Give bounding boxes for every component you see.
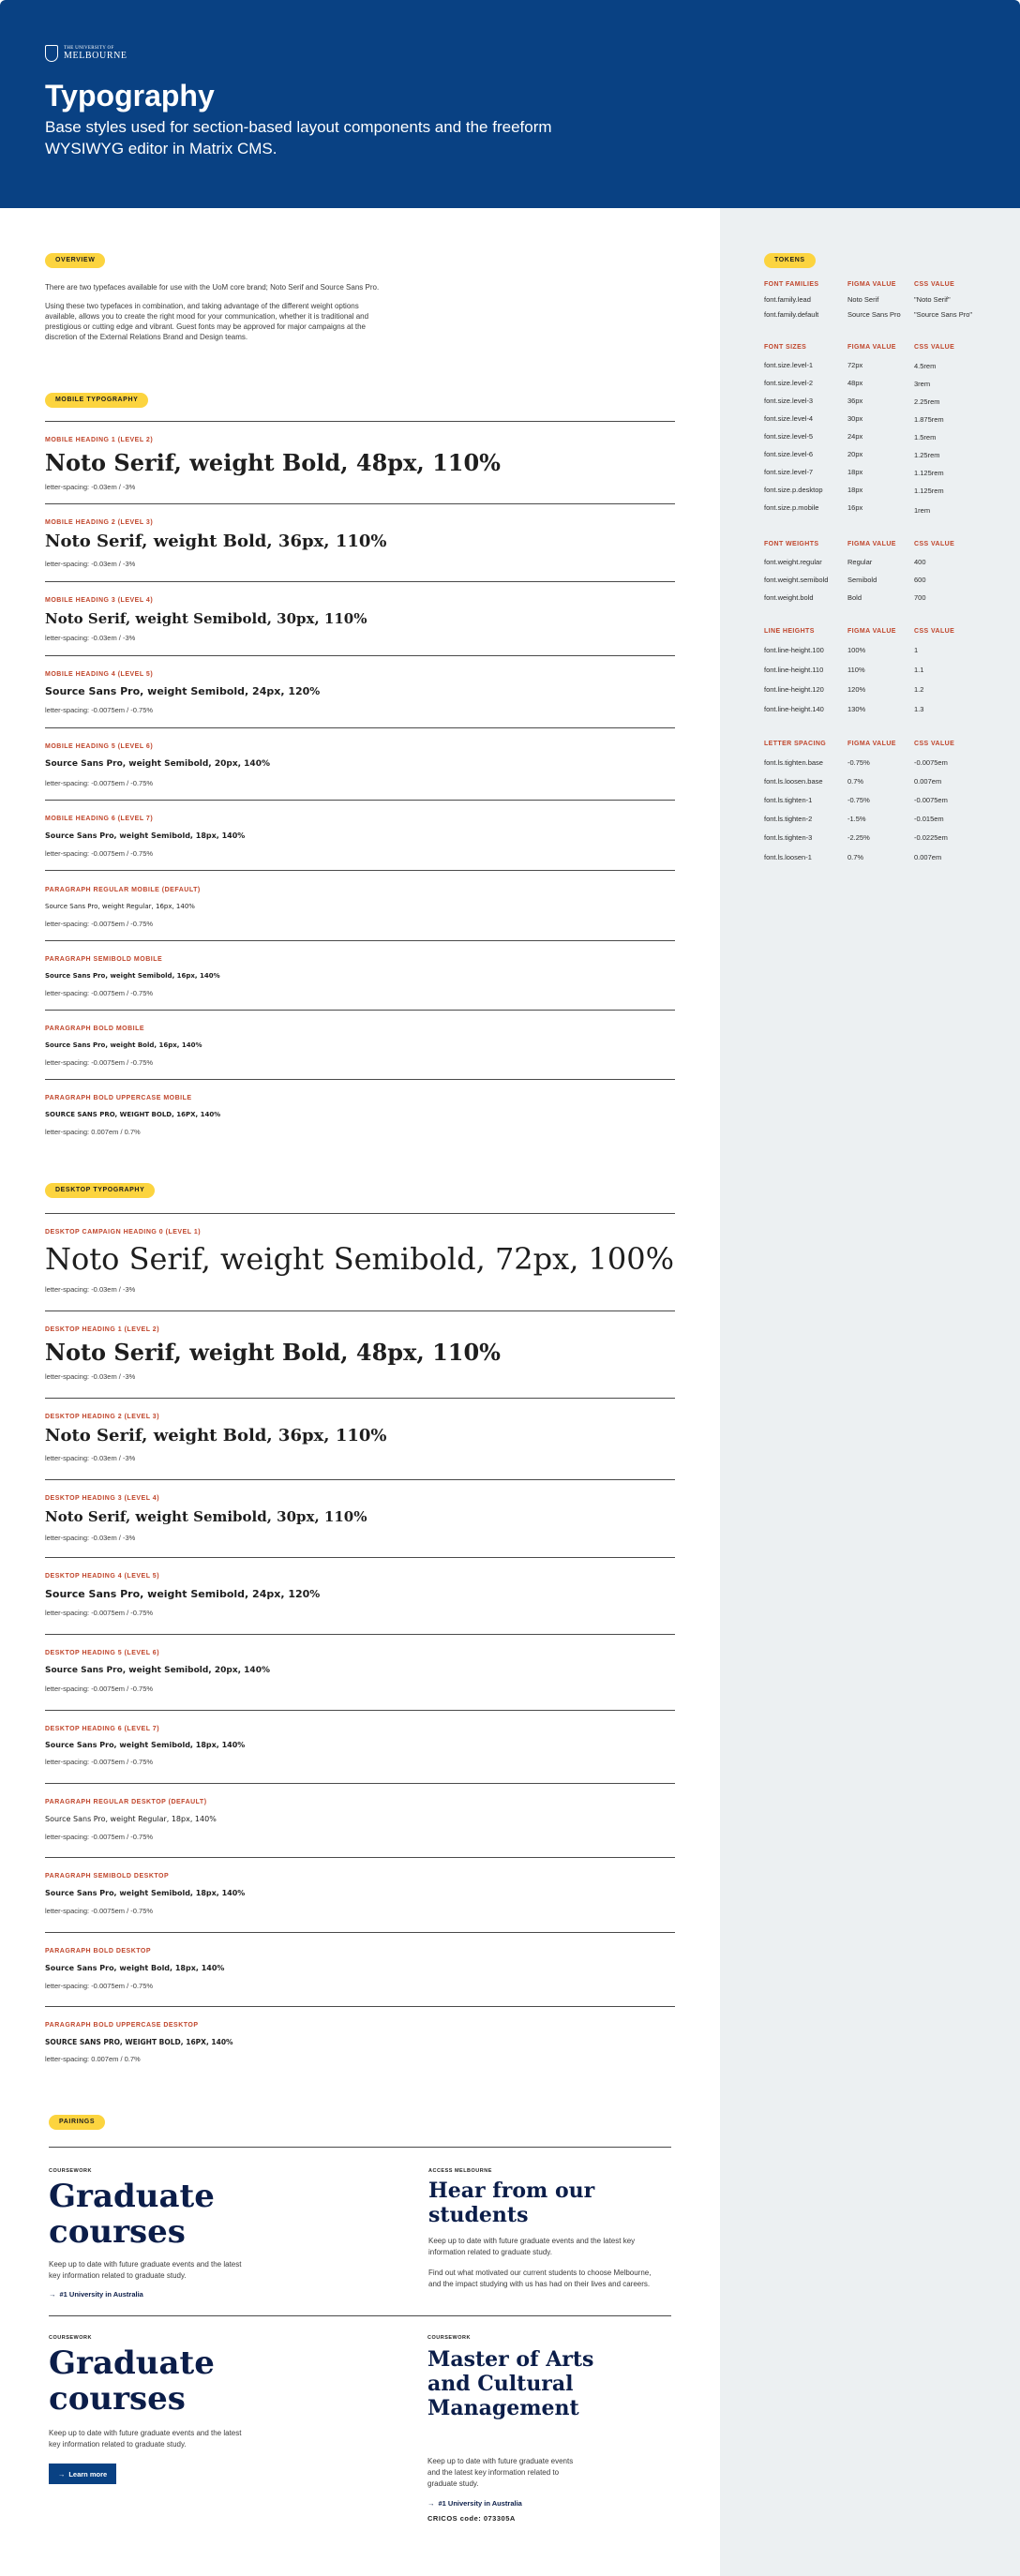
divider	[45, 581, 675, 582]
type-sample: Source Sans Pro, weight Semibold, 16px, 140%	[45, 972, 220, 980]
overview-text-2: Using these two typefaces in combination, and taking advantage of the different weight options available, allows you to create the right mood for your communication, whether it is traditional and prestigious or cutting edge and vibrant. Guest fonts may be approved for major campaigns at the discretion of the External Relations Brand and Design teams.	[45, 302, 369, 341]
pairing-link-label: #1 University in Australia	[438, 2499, 522, 2508]
type-sample: Noto Serif, weight Semibold, 30px, 110%	[45, 610, 368, 627]
token-name: font.family.lead	[764, 295, 811, 304]
divider	[45, 1783, 675, 1784]
divider	[45, 1079, 675, 1080]
type-sample: Source Sans Pro, weight Bold, 16px, 140%	[45, 1041, 202, 1049]
divider	[45, 1634, 675, 1635]
token-figma: 24px	[848, 432, 863, 441]
token-css: 1.125rem	[914, 487, 944, 495]
pairing-link[interactable]	[428, 2499, 522, 2508]
token-css: 0.007em	[914, 853, 942, 861]
type-sample: Noto Serif, weight Bold, 36px, 110%	[45, 532, 387, 551]
token-css: 1.2	[914, 685, 924, 694]
type-label: PARAGRAPH SEMIBOLD MOBILE	[45, 956, 163, 963]
token-css: -0.0225em	[914, 833, 948, 842]
letter-spacing-note: letter-spacing: -0.03em / -3%	[45, 1454, 136, 1462]
token-css: 2.25rem	[914, 397, 940, 406]
token-css: 1.25rem	[914, 451, 940, 459]
divider	[45, 1310, 675, 1311]
token-header: FIGMA VALUE	[848, 344, 896, 351]
token-name: font.family.default	[764, 310, 819, 319]
token-name: font.size.level-7	[764, 468, 814, 476]
overview-pill: OVERVIEW	[45, 253, 105, 268]
type-sample: Source Sans Pro, weight Regular, 16px, 140%	[45, 903, 195, 910]
letter-spacing-note: letter-spacing: -0.0075em / -0.75%	[45, 1609, 154, 1617]
letter-spacing-note: letter-spacing: -0.0075em / -0.75%	[45, 849, 154, 858]
token-figma: 100%	[848, 646, 866, 654]
letter-spacing-note: letter-spacing: -0.0075em / -0.75%	[45, 779, 154, 787]
token-name: font.ls.tighten-3	[764, 833, 813, 842]
token-figma: 120%	[848, 685, 866, 694]
token-name: font.ls.loosen.base	[764, 777, 823, 786]
pairing-title: Master of Arts and Cultural Management	[428, 2347, 594, 2420]
letter-spacing-note: letter-spacing: -0.0075em / -0.75%	[45, 989, 154, 997]
type-sample: Source Sans Pro, weight Semibold, 24px, 120%	[45, 1588, 321, 1600]
token-name: font.size.level-4	[764, 414, 814, 423]
type-sample: Noto Serif, weight Bold, 48px, 110%	[45, 1339, 501, 1366]
page-subtitle: Base styles used for section-based layout components and the freeform WYSIWYG editor in Matrix CMS.	[45, 118, 552, 157]
logo-big-text: MELBOURNE	[64, 51, 128, 61]
type-sample: Source Sans Pro, weight Semibold, 20px, 140%	[45, 1666, 270, 1675]
token-figma: 130%	[848, 705, 866, 713]
divider	[49, 2147, 671, 2148]
type-label: MOBILE HEADING 4 (LEVEL 5)	[45, 671, 154, 678]
token-name: font.weight.semibold	[764, 576, 829, 584]
token-figma: 20px	[848, 450, 863, 458]
type-label: MOBILE HEADING 6 (LEVEL 7)	[45, 816, 154, 822]
token-css: 0.007em	[914, 777, 942, 786]
token-figma: 0.7%	[848, 777, 864, 786]
cricos-code: CRICOS code: 073305A	[428, 2514, 516, 2523]
letter-spacing-note: letter-spacing: -0.03em / -3%	[45, 634, 136, 642]
arrow-right-icon: →	[57, 2469, 66, 2479]
token-css: 700	[914, 593, 926, 602]
token-name: font.size.p.mobile	[764, 503, 819, 512]
token-css: 4.5rem	[914, 362, 937, 370]
token-figma: -0.75%	[848, 796, 870, 804]
letter-spacing-note: letter-spacing: -0.03em / -3%	[45, 560, 136, 568]
token-header: FIGMA VALUE	[848, 281, 896, 288]
token-name: font.ls.tighten-1	[764, 796, 813, 804]
pairing-eyebrow: ACCESS MELBOURNE	[428, 2168, 492, 2174]
divider	[45, 800, 675, 801]
type-label: DESKTOP HEADING 4 (LEVEL 5)	[45, 1573, 160, 1580]
pairing-eyebrow: COURSEWORK	[49, 2335, 92, 2341]
divider	[45, 727, 675, 728]
letter-spacing-note: letter-spacing: -0.03em / -3%	[45, 1372, 136, 1381]
logo-small-text: THE UNIVERSITY OF	[64, 46, 114, 51]
token-header: FONT WEIGHTS	[764, 541, 819, 547]
token-figma: 48px	[848, 379, 863, 387]
overview-text-1: There are two typefaces available for use with the UoM core brand; Noto Serif and Source Sans Pro.	[45, 283, 380, 292]
divider	[45, 870, 675, 871]
pairing-eyebrow: COURSEWORK	[428, 2335, 471, 2341]
type-label: PARAGRAPH REGULAR DESKTOP (DEFAULT)	[45, 1799, 207, 1805]
divider	[45, 1479, 675, 1480]
type-label: DESKTOP HEADING 3 (LEVEL 4)	[45, 1495, 160, 1502]
pairing-title: Hear from our students	[428, 2179, 595, 2227]
type-sample: Noto Serif, weight Semibold, 30px, 110%	[45, 1508, 368, 1525]
token-header: CSS VALUE	[914, 281, 955, 288]
type-sample: SOURCE SANS PRO, WEIGHT BOLD, 16PX, 140%	[45, 1111, 221, 1118]
letter-spacing-note: letter-spacing: -0.0075em / -0.75%	[45, 920, 154, 928]
token-css: 400	[914, 558, 926, 566]
token-name: font.size.level-5	[764, 432, 814, 441]
learn-more-label: Learn more	[68, 2469, 108, 2479]
token-css: 1.125rem	[914, 469, 944, 477]
token-name: font.weight.bold	[764, 593, 814, 602]
learn-more-button[interactable]	[49, 2464, 116, 2484]
letter-spacing-note: letter-spacing: -0.0075em / -0.75%	[45, 1058, 154, 1067]
divider	[45, 2006, 675, 2007]
page-header	[0, 0, 1020, 208]
token-header: CSS VALUE	[914, 541, 955, 547]
type-label: DESKTOP HEADING 5 (LEVEL 6)	[45, 1650, 160, 1656]
type-sample: Noto Serif, weight Bold, 36px, 110%	[45, 1426, 387, 1445]
letter-spacing-note: letter-spacing: -0.0075em / -0.75%	[45, 1907, 154, 1915]
token-name: font.line-height.100	[764, 646, 824, 654]
type-sample: Noto Serif, weight Bold, 48px, 110%	[45, 449, 501, 476]
mobile-typography-pill: MOBILE TYPOGRAPHY	[45, 393, 148, 408]
divider	[45, 1710, 675, 1711]
type-label: DESKTOP HEADING 2 (LEVEL 3)	[45, 1414, 160, 1420]
token-css: 600	[914, 576, 926, 584]
token-header: FIGMA VALUE	[848, 541, 896, 547]
divider	[45, 1857, 675, 1858]
type-sample: Source Sans Pro, weight Semibold, 18px, 140%	[45, 831, 246, 840]
token-css: 3rem	[914, 380, 931, 388]
token-header: CSS VALUE	[914, 344, 955, 351]
pairings-pill: PAIRINGS	[49, 2115, 105, 2130]
divider	[45, 655, 675, 656]
type-label: PARAGRAPH BOLD MOBILE	[45, 1026, 145, 1032]
letter-spacing-note: letter-spacing: -0.03em / -3%	[45, 1534, 136, 1542]
token-css: -0.0075em	[914, 796, 948, 804]
token-figma: -1.5%	[848, 815, 866, 823]
token-figma: -0.75%	[848, 758, 870, 767]
token-header: FONT SIZES	[764, 344, 807, 351]
token-name: font.ls.tighten-2	[764, 815, 813, 823]
token-css: -0.015em	[914, 815, 944, 823]
letter-spacing-note: letter-spacing: -0.03em / -3%	[45, 1285, 136, 1294]
token-header: CSS VALUE	[914, 741, 955, 747]
pairing-title: Graduate courses	[49, 2178, 215, 2251]
token-css: 1.1	[914, 666, 924, 674]
token-figma: Bold	[848, 593, 862, 602]
arrow-right-icon: →	[49, 2290, 56, 2299]
type-sample: Source Sans Pro, weight Semibold, 24px, 120%	[45, 685, 321, 697]
token-figma: 110%	[848, 666, 865, 674]
token-css: 1rem	[914, 506, 931, 515]
letter-spacing-note: letter-spacing: 0.007em / 0.7%	[45, 1128, 141, 1136]
pairing-title: Graduate courses	[49, 2344, 215, 2418]
token-figma: 0.7%	[848, 853, 864, 861]
pairing-eyebrow: COURSEWORK	[49, 2168, 92, 2174]
token-name: font.size.level-6	[764, 450, 814, 458]
type-label: DESKTOP CAMPAIGN HEADING 0 (LEVEL 1)	[45, 1229, 202, 1236]
token-figma: Semibold	[848, 576, 878, 584]
token-name: font.size.p.desktop	[764, 486, 823, 494]
divider	[45, 503, 675, 504]
type-label: MOBILE HEADING 3 (LEVEL 4)	[45, 597, 154, 604]
type-label: DESKTOP HEADING 1 (LEVEL 2)	[45, 1326, 160, 1333]
letter-spacing-note: letter-spacing: 0.007em / 0.7%	[45, 2055, 141, 2063]
token-name: font.size.level-3	[764, 397, 814, 405]
token-figma: 16px	[848, 503, 863, 512]
type-label: PARAGRAPH SEMIBOLD DESKTOP	[45, 1873, 170, 1880]
token-css: 1.3	[914, 705, 924, 713]
divider	[45, 1557, 675, 1558]
letter-spacing-note: letter-spacing: -0.0075em / -0.75%	[45, 1982, 154, 1990]
token-header: LETTER SPACING	[764, 741, 827, 747]
divider	[45, 421, 675, 422]
token-name: font.size.level-2	[764, 379, 814, 387]
token-name: font.ls.tighten.base	[764, 758, 823, 767]
token-name: font.line-height.120	[764, 685, 824, 694]
token-name: font.weight.regular	[764, 558, 822, 566]
type-sample: Source Sans Pro, weight Semibold, 18px, 140%	[45, 1741, 246, 1749]
letter-spacing-note: letter-spacing: -0.0075em / -0.75%	[45, 706, 154, 714]
token-css: 1.875rem	[914, 415, 944, 424]
divider	[45, 1398, 675, 1399]
letter-spacing-note: letter-spacing: -0.03em / -3%	[45, 483, 136, 491]
arrow-right-icon: →	[428, 2499, 435, 2508]
token-figma: Noto Serif	[848, 295, 879, 304]
letter-spacing-note: letter-spacing: -0.0075em / -0.75%	[45, 1833, 154, 1841]
token-figma: 36px	[848, 397, 863, 405]
type-sample: SOURCE SANS PRO, WEIGHT BOLD, 16PX, 140%	[45, 2038, 233, 2046]
token-header: FIGMA VALUE	[848, 741, 896, 747]
token-figma: Regular	[848, 558, 873, 566]
pairing-link[interactable]	[49, 2290, 143, 2299]
token-header: FIGMA VALUE	[848, 628, 896, 635]
token-css: "Source Sans Pro"	[914, 310, 973, 319]
type-sample: Source Sans Pro, weight Regular, 18px, 140%	[45, 1815, 217, 1823]
token-name: font.line-height.110	[764, 666, 824, 674]
token-figma: -2.25%	[848, 833, 870, 842]
divider	[45, 1932, 675, 1933]
token-css: 1.5rem	[914, 433, 937, 442]
pairing-body: Keep up to date with future graduate events and the latest key information related to graduate study.	[49, 2429, 242, 2449]
token-name: font.line-height.140	[764, 705, 824, 713]
type-sample: Source Sans Pro, weight Semibold, 18px, 140%	[45, 1889, 246, 1897]
type-label: PARAGRAPH REGULAR MOBILE (DEFAULT)	[45, 887, 201, 893]
token-figma: 18px	[848, 468, 863, 476]
pairing-body: Keep up to date with future graduate events and the latest key information related to graduate study.	[428, 2457, 574, 2488]
pairing-body: Find out what motivated our current students to choose Melbourne, and the impact studying with us has had on their lives and careers.	[428, 2269, 652, 2288]
divider	[45, 940, 675, 941]
token-header: CSS VALUE	[914, 628, 955, 635]
pairing-body: Keep up to date with future graduate events and the latest key information related to graduate study.	[428, 2237, 636, 2256]
crest-icon	[45, 45, 58, 62]
type-sample: Source Sans Pro, weight Bold, 18px, 140%	[45, 1964, 225, 1972]
desktop-typography-pill: DESKTOP TYPOGRAPHY	[45, 1183, 155, 1198]
page-title: Typography	[45, 79, 215, 112]
token-css: 1	[914, 646, 919, 654]
token-header: FONT FAMILIES	[764, 281, 819, 288]
type-label: PARAGRAPH BOLD UPPERCASE DESKTOP	[45, 2022, 199, 2029]
type-sample: Noto Serif, weight Semibold, 72px, 100%	[45, 1241, 675, 1277]
type-label: PARAGRAPH BOLD DESKTOP	[45, 1948, 152, 1954]
token-css: -0.0075em	[914, 758, 948, 767]
type-label: MOBILE HEADING 2 (LEVEL 3)	[45, 519, 154, 526]
token-name: font.size.level-1	[764, 361, 814, 369]
type-label: MOBILE HEADING 1 (LEVEL 2)	[45, 437, 154, 443]
token-figma: 30px	[848, 414, 863, 423]
type-label: PARAGRAPH BOLD UPPERCASE MOBILE	[45, 1095, 192, 1101]
token-figma: 18px	[848, 486, 863, 494]
token-css: "Noto Serif"	[914, 295, 951, 304]
letter-spacing-note: letter-spacing: -0.0075em / -0.75%	[45, 1758, 154, 1766]
tokens-pill: TOKENS	[764, 253, 816, 268]
type-label: MOBILE HEADING 5 (LEVEL 6)	[45, 743, 154, 750]
token-figma: Source Sans Pro	[848, 310, 901, 319]
university-logo[interactable]	[45, 45, 128, 62]
divider	[45, 1010, 675, 1011]
letter-spacing-note: letter-spacing: -0.0075em / -0.75%	[45, 1685, 154, 1693]
type-label: DESKTOP HEADING 6 (LEVEL 7)	[45, 1726, 160, 1732]
divider	[49, 2315, 671, 2316]
token-name: font.ls.loosen-1	[764, 853, 812, 861]
divider	[45, 1213, 675, 1214]
type-sample: Source Sans Pro, weight Semibold, 20px, 140%	[45, 759, 270, 769]
token-header: LINE HEIGHTS	[764, 628, 815, 635]
token-figma: 72px	[848, 361, 863, 369]
pairing-body: Keep up to date with future graduate events and the latest key information related to graduate study.	[49, 2260, 242, 2280]
pairing-link-label: #1 University in Australia	[59, 2290, 143, 2299]
